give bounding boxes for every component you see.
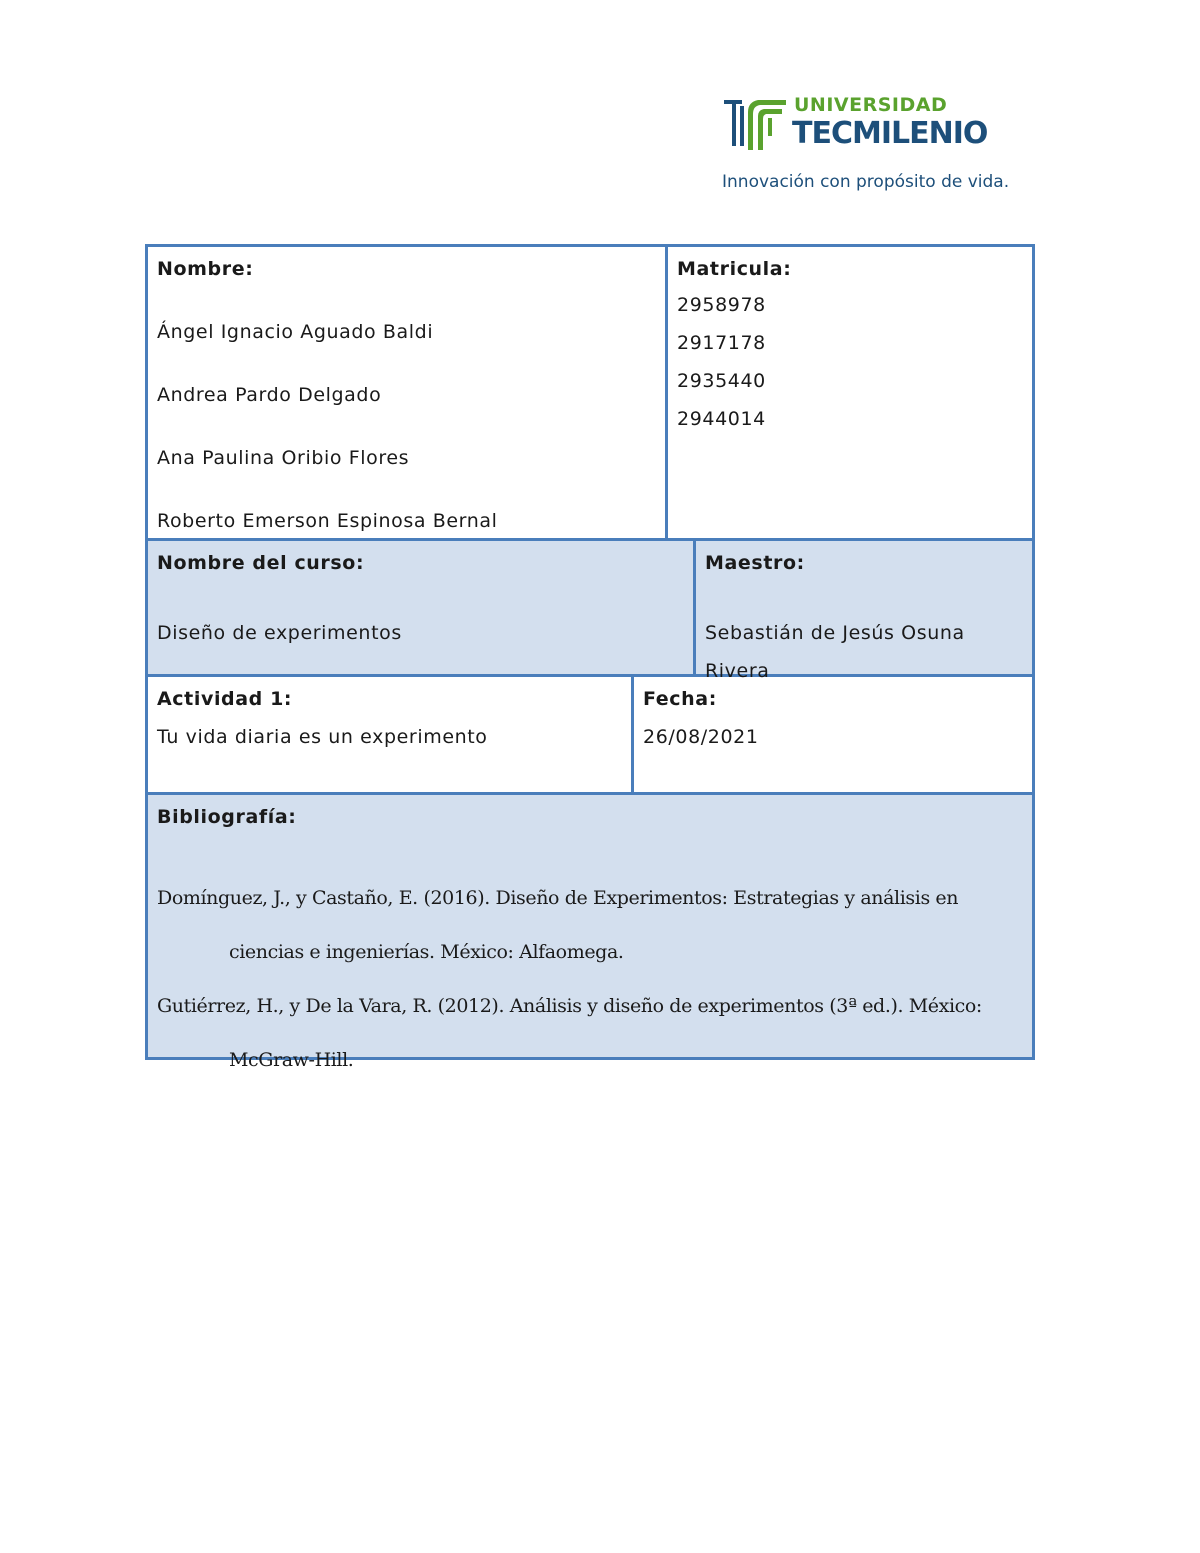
cell-fecha	[631, 677, 1032, 792]
reference-item: Domínguez, J., y Castaño, E. (2016). Diseño de Experimentos: Estrategias y análisis en ciencias e ingenierías. México: Alfaomega.	[157, 887, 959, 963]
student-id: 2944014	[677, 408, 766, 430]
row-activity	[145, 674, 1035, 792]
matricula-label: Matricula:	[677, 258, 792, 280]
cell-curso	[148, 541, 693, 674]
reference-item: Gutiérrez, H., y De la Vara, R. (2012). Análisis y diseño de experimentos (3ª ed.). México: McGraw-Hill.	[157, 995, 982, 1071]
cover-table	[145, 244, 1035, 1071]
cell-nombre	[148, 247, 665, 538]
logo-tagline: Innovación con propósito de vida.	[722, 172, 1010, 192]
cell-bibliografia	[148, 795, 1032, 1071]
row-bibliography	[145, 792, 1035, 1071]
student-id: 2958978	[677, 294, 766, 316]
cell-matricula	[665, 247, 1032, 538]
activity-date: 26/08/2021	[643, 726, 759, 748]
reference-list	[157, 871, 1023, 1087]
activity-title: Tu vida diaria es un experimento	[157, 726, 488, 748]
nombre-label: Nombre:	[157, 258, 254, 280]
teacher-name: Sebastián de Jesús Osuna Rivera	[705, 622, 965, 682]
student-name: Andrea Pardo Delgado	[157, 384, 382, 406]
student-name: Roberto Emerson Espinosa Bernal	[157, 510, 498, 532]
row-course	[145, 538, 1035, 682]
bibliografia-label: Bibliografía:	[157, 806, 297, 828]
tecmilenio-logo	[722, 90, 1022, 200]
logo-name-text: TECMILENIO	[792, 116, 988, 151]
actividad-label: Actividad 1:	[157, 688, 293, 710]
cell-maestro	[693, 541, 1032, 682]
curso-label: Nombre del curso:	[157, 552, 365, 574]
row-names	[145, 244, 1035, 538]
course-name: Diseño de experimentos	[157, 622, 402, 644]
tecmilenio-mark-icon	[722, 94, 788, 154]
student-name: Ana Paulina Oribio Flores	[157, 447, 410, 469]
fecha-label: Fecha:	[643, 688, 717, 710]
cell-actividad	[148, 677, 631, 792]
student-id: 2917178	[677, 332, 766, 354]
student-name: Ángel Ignacio Aguado Baldi	[157, 321, 434, 343]
student-id: 2935440	[677, 370, 766, 392]
logo-university-text: UNIVERSIDAD	[794, 94, 948, 116]
maestro-label: Maestro:	[705, 552, 805, 574]
